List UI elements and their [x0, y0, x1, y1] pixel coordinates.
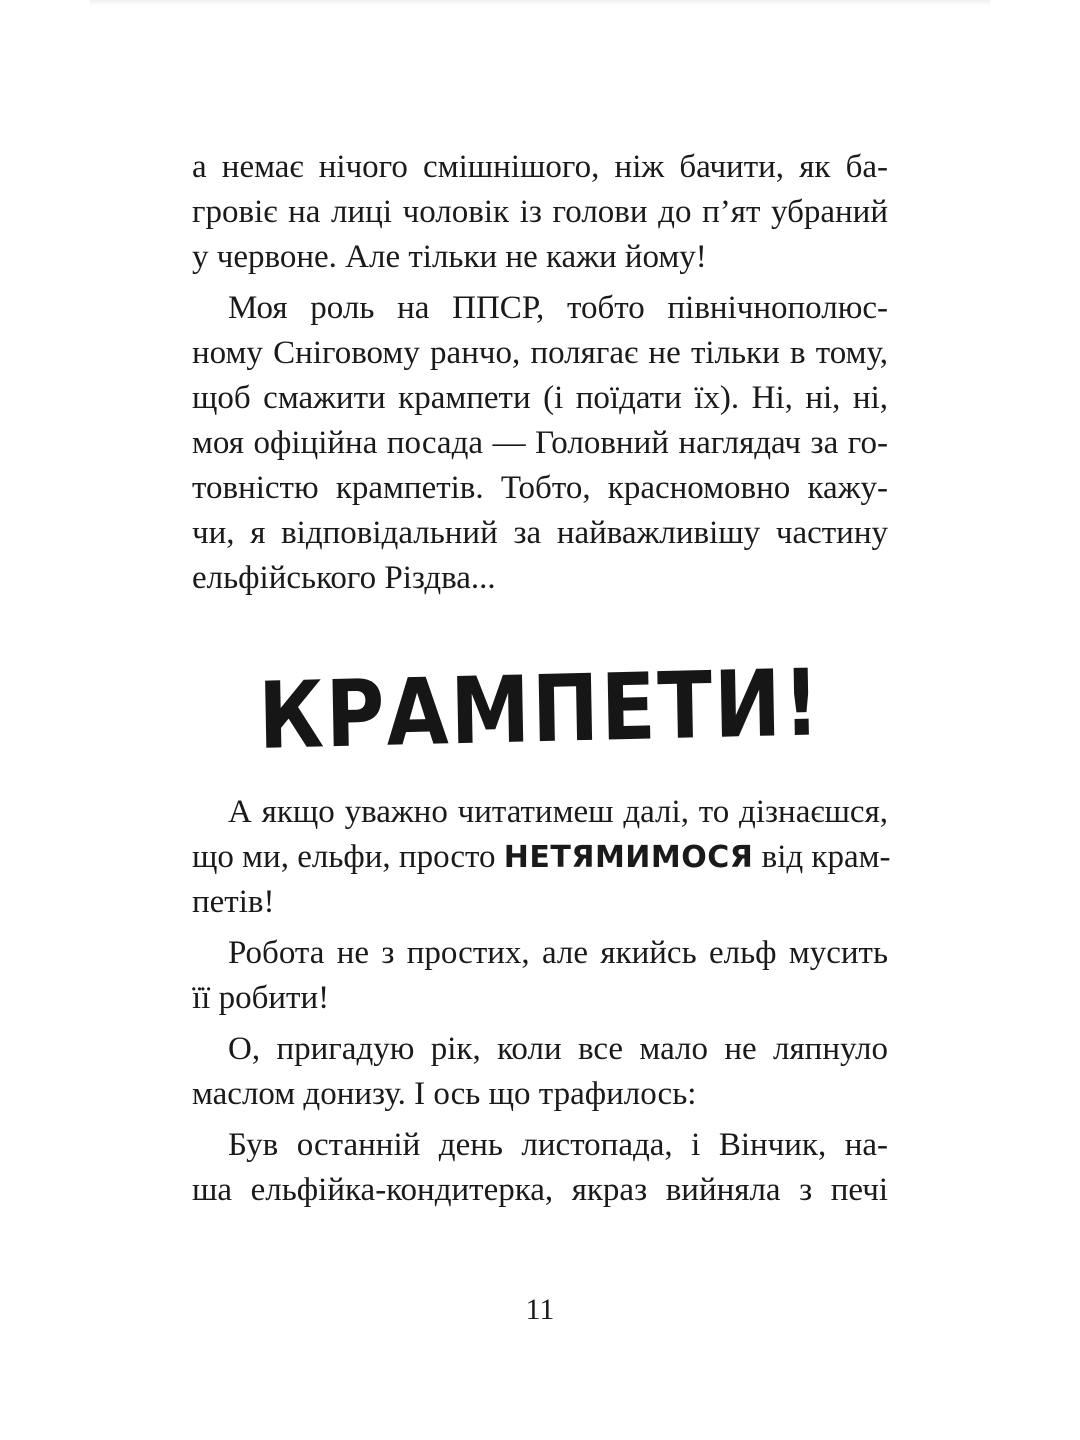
page-number: 11: [525, 1293, 555, 1326]
paragraph-2: [192, 286, 888, 601]
text-line: чи, я відповідальний за найважливішу частину: [192, 515, 888, 551]
text-fragment: від крам-: [753, 839, 891, 875]
text-line: Був останній день листопада, і Вінчик, на-: [228, 1127, 888, 1163]
text-line: Робота не з простих, але якийсь ельф мусить: [228, 935, 888, 971]
text-line: ельфійського Різдва...: [192, 560, 496, 596]
text-fragment: що ми, ельфи, просто: [192, 839, 504, 875]
text-line: А якщо уважно читатимеш далі, то дізнаєшся,: [228, 794, 888, 830]
text-line: ному Сніговому ранчо, полягає не тільки в тому,: [192, 335, 888, 371]
text-line: О, пригадую рік, коли все мало не ляпнуло: [228, 1031, 888, 1067]
text-line: моя офіційна посада — Головний наглядач за го-: [192, 425, 888, 461]
page-top-edge: [90, 0, 990, 6]
text-line: петів!: [192, 884, 275, 920]
text-line: Моя роль на ППСР, тобто північнополюс-: [228, 290, 888, 326]
paragraph-5: [192, 1027, 888, 1117]
text-line: а немає нічого смішнішого, ніж бачити, як ба-: [192, 149, 888, 185]
display-heading: КРАМПЕТИ!: [257, 649, 823, 770]
text-line-with-emphasis: [192, 835, 891, 880]
text-block-bottom: [192, 790, 891, 1213]
text-line: гровіє на лиці чоловік із голови до п’ят убраний: [192, 194, 888, 230]
text-block-top: [192, 145, 888, 601]
text-line: маслом донизу. І ось що трафилось:: [192, 1076, 697, 1112]
paragraph-3: [192, 790, 891, 925]
paragraph-4: [192, 931, 888, 1021]
text-line: ша ельфійка-кондитерка, якраз вийняла з печі: [192, 1172, 888, 1208]
paragraph-1: [192, 145, 888, 280]
text-line: товністю крампетів. Тобто, красномовно кажу-: [192, 470, 888, 506]
emphasized-word: НЕТЯМИМОСЯ: [503, 840, 754, 875]
paragraph-6: [192, 1123, 888, 1213]
text-line: у червоне. Але тільки не кажи йому!: [192, 239, 707, 275]
text-line: щоб смажити крампети (і поїдати їх). Ні, ні, ні,: [192, 380, 888, 416]
text-line: її робити!: [192, 980, 330, 1016]
